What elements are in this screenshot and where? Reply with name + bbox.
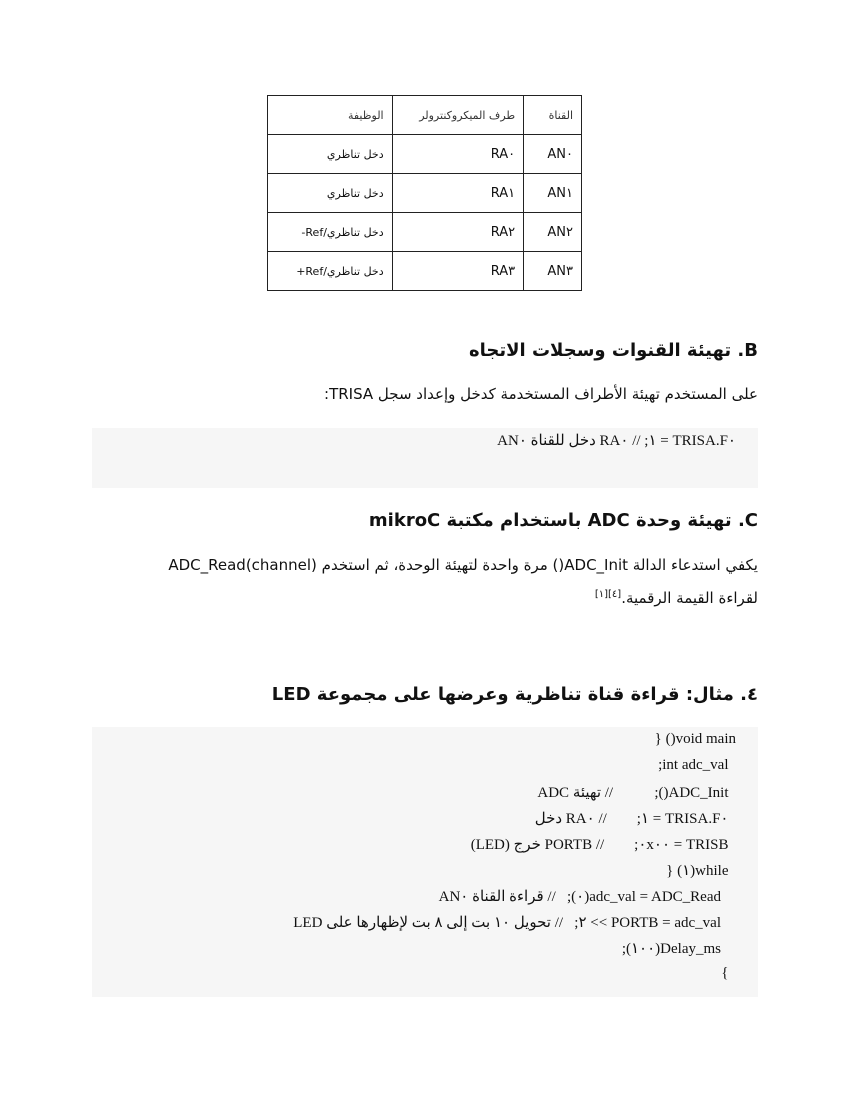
code-line: adc_val = ADC_Read(٠); // قراءة القناة AN٠ bbox=[438, 889, 736, 905]
table-row bbox=[268, 213, 582, 252]
code-line: int adc_val; bbox=[658, 757, 736, 773]
cell-pin: RA٢ bbox=[392, 213, 524, 252]
table-row bbox=[268, 174, 582, 213]
cell-function: دخل تناظري bbox=[268, 174, 393, 213]
cell-channel: AN٢ bbox=[524, 213, 582, 252]
code-line: void main() { bbox=[654, 731, 736, 747]
code-line: ADC_Init(); // تهيئة ADC bbox=[537, 785, 736, 801]
code-block-example bbox=[92, 727, 758, 997]
section-c-text bbox=[125, 550, 758, 613]
table-header-row bbox=[268, 96, 582, 135]
cell-channel: AN٣ bbox=[524, 252, 582, 291]
citation[interactable]: [٤][١] bbox=[594, 589, 622, 600]
code-line: TRISA.F٠ = ١; // RA٠ دخل للقناة AN٠ bbox=[497, 433, 736, 449]
code-line: TRISA.F٠ = ١; // RA٠ دخل bbox=[534, 811, 736, 827]
table-row bbox=[268, 252, 582, 291]
section-b-title: B. تهيئة القنوات وسجلات الاتجاه bbox=[469, 340, 758, 361]
section-b-text: على المستخدم تهيئة الأطراف المستخدمة كدخل وإعداد سجل TRISA: bbox=[324, 385, 758, 403]
section-4-title: ٤. مثال: قراءة قناة تناظرية وعرضها على مجموعة LED bbox=[271, 684, 758, 705]
cell-function: دخل تناظري/Ref- bbox=[268, 213, 393, 252]
header-channel: القناة bbox=[524, 96, 582, 135]
section-c-body: يكفي استدعاء الدالة ADC_Init() مرة واحدة لتهيئة الوحدة، ثم استخدم ADC_Read(channel) لقراءة القيمة الرقمية. bbox=[168, 556, 758, 607]
code-line: } bbox=[721, 965, 736, 981]
channels-table bbox=[267, 95, 582, 291]
code-line: while(١) { bbox=[666, 863, 736, 879]
header-pin: طرف الميكروكنترولر bbox=[392, 96, 524, 135]
code-block-trisa bbox=[92, 428, 758, 488]
code-line: Delay_ms(١٠٠); bbox=[621, 941, 736, 957]
cell-pin: RA٠ bbox=[392, 135, 524, 174]
cell-channel: AN٠ bbox=[524, 135, 582, 174]
code-line: TRISB = ٠x٠٠; // PORTB خرج (LED) bbox=[470, 837, 736, 853]
cell-pin: RA١ bbox=[392, 174, 524, 213]
table-row bbox=[268, 135, 582, 174]
section-c-title: C. تهيئة وحدة ADC باستخدام مكتبة mikroC bbox=[368, 510, 758, 531]
header-function: الوظيفة bbox=[268, 96, 393, 135]
cell-channel: AN١ bbox=[524, 174, 582, 213]
cell-function: دخل تناظري bbox=[268, 135, 393, 174]
code-line: PORTB = adc_val >> ٢; // تحويل ١٠ بت إلى ٨ بت لإظهارها على LED bbox=[293, 915, 736, 931]
cell-pin: RA٣ bbox=[392, 252, 524, 291]
cell-function: دخل تناظري/Ref+ bbox=[268, 252, 393, 291]
